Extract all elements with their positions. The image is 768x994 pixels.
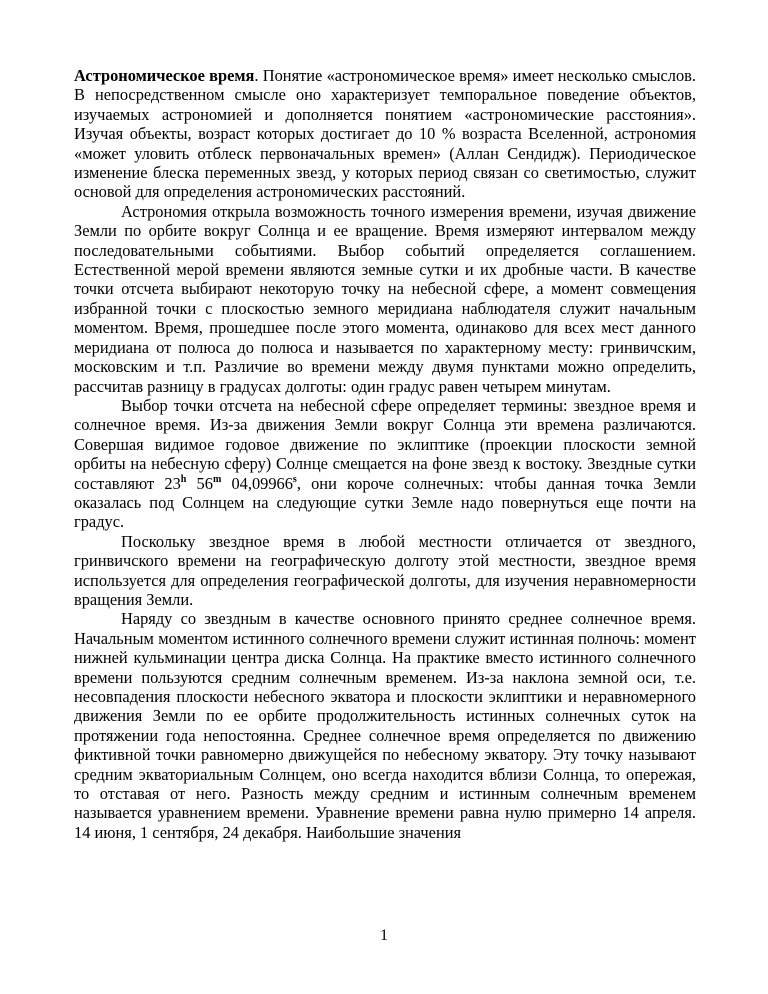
minutes-value: 56 bbox=[186, 473, 213, 493]
paragraph-text: Выбор точки отсчета на небесной сфере определяет термины: звездное время и солнечное время. Из-за движения Земли вокруг Солнца эти времена различаются. Совершая видимое годовое движение по эклиптике (проекции плоскости земной орбиты на небесную сферу) Солнце смещается на фоне звезд к востоку. Звездные сутки составляют 23 bbox=[74, 395, 696, 493]
seconds-superscript: s bbox=[292, 473, 297, 485]
paragraph-time-measurement: Астрономия открыла возможность точного измерения времени, изучая движение Земли по орбите вокруг Солнца и ее вращение. Время измеряют интервалом между последовательными событиями. Выбор событий определяется соглашением. Естественной мерой времени являются земные сутки и их дробные части. В качестве точки отсчета выбирают некоторую точку на небесной сфере, а момент совмещения избранной точки с плоскостью земного меридиана наблюдателя служит начальным моментом. Время, прошедшее после этого момента, одинаково для всех мест данного меридиана от полюса до полюса и называется по характерному месту: гринвичским, московским и т.п. Различие во времени между двумя пунктами можно определить, рассчитав разницу в градусах долготы: один градус равен четырем минутам. bbox=[74, 201, 696, 396]
seconds-value: 04,09966 bbox=[221, 473, 293, 493]
paragraph-sidereal-solar bbox=[74, 396, 696, 532]
document-page bbox=[74, 66, 696, 842]
minutes-superscript: m bbox=[212, 473, 222, 485]
paragraph-text: , они короче солнечных: чтобы данная точка Земли оказалась под Солнцем на следующие сутки Земле надо повернуться еще почти на градус. bbox=[74, 473, 696, 532]
term-heading: Астрономическое время bbox=[74, 66, 255, 85]
paragraph-mean-solar-time: Наряду со звездным в качестве основного принято среднее солнечное время. Начальным моментом истинного солнечного времени служит истинная полночь: момент нижней кульминации центра диска Солнца. На практике вместо истинного солнечного времени пользуются средним солнечным временем. Из-за наклона земной оси, т.е. несовпадения плоскости небесного экватора и плоскости эклиптики и неравномерного движения Земли по ее орбите продолжительность истинных солнечных суток на протяжении года непостоянна. Среднее солнечное время определяется по движению фиктивной точки равномерно движущейся по небесному экватору. Эту точку называют средним экваториальным Солнцем, оно всегда находится вблизи Солнца, то опережая, то отставая от него. Разность между средним и истинным солнечным временем называется уравнением времени. Уравнение времени равна нулю примерно 14 апреля. 14 июня, 1 сентября, 24 декабря. Наибольшие значения bbox=[74, 609, 696, 842]
page-number: 1 bbox=[380, 927, 388, 944]
paragraph-sidereal-usage: Поскольку звездное время в любой местности отличается от звездного, гринвичского времени на географическую долготу этой местности, звездное время используется для определения географической долготы, для изучения неравномерности вращения Земли. bbox=[74, 531, 696, 609]
hours-superscript: h bbox=[180, 473, 187, 485]
paragraph-text: . Понятие «астрономическое время» имеет несколько смыслов. В непосредственном смысле оно характеризует темпоральное поведение объектов, изучаемых астрономией и дополняется понятием «астрономические расстояния». Изучая объекты, возраст которых достигает до 10 % возраста Вселенной, астрономия «может уловить отблеск первоначальных времен» (Аллан Сендидж). Периодическое изменение блеска переменных звезд, у которых период связан со светимостью, служит основой для определения астрономических расстояний. bbox=[74, 66, 696, 202]
paragraph-astronomical-time bbox=[74, 66, 696, 202]
